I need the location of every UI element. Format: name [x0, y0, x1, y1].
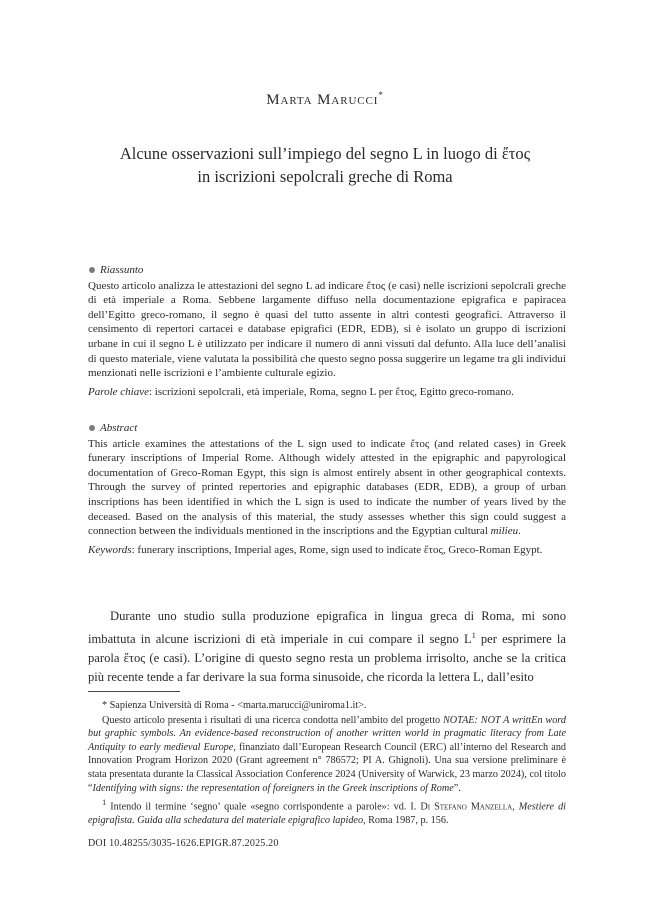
riassunto-section [88, 263, 566, 399]
riassunto-heading: Riassunto [88, 263, 566, 278]
footnote-affiliation: * Sapienza Università di Roma - <marta.marucci@uniroma1.it>. [102, 700, 367, 711]
doi-line: DOI 10.48255/3035-1626.EPIGR.87.2025.20 [88, 838, 279, 849]
bullet-icon [89, 267, 95, 273]
footnotes [88, 699, 566, 829]
keywords-label: Keywords [88, 543, 132, 556]
abstract-section [88, 421, 566, 557]
bullet-icon [89, 425, 95, 431]
footnote-ref[interactable]: 1 [471, 631, 476, 640]
body-paragraph: Durante uno studio sulla produzione epigrafica in lingua greca di Roma, mi sono imbattuta in alcune iscrizioni di età imperiale in cui compare il segno $L^1$ per esprimere la parola ἔτος (e casi). L’origine di questo segno resta un problema irrisolto, anche se la critica più recente tende a far derivare la sua forma sinusoide, che ricorda la lettera L, dall’esito [88, 609, 566, 684]
keywords-label: Parole chiave [88, 385, 149, 398]
abstract-heading: Abstract [88, 421, 566, 436]
footnote-project: Questo articolo presenta i risultati di una ricerca condotta nell’ambito del progetto NOTAE: NOT A writtEn word but graphic symbols. An evidence-based reconstruction of another written world in pragmatic literacy from Late Antiquity to early medieval Europe, finanziato dall’European Research Council (ERC) all’interno del Research and Innovation Program Horizon 2020 (Grant agreement n° 786572; PI A. Ghignoli). Una sua versione preliminare è stata presentata durante la Classical Association Conference 2024 (University of Warwick, 23 marzo 2024), col titolo “Identifying with signs: the representation of foreigners in the Greek inscriptions of Rome”. [88, 714, 567, 794]
footnote-separator [88, 691, 180, 692]
abstract-text: This article examines the attestations of the L sign used to indicate ἔτος (and related cases) in Greek funerary inscriptions of Imperial Rome. Although widely attested in the epigraphic and papyrological documentation of Greco-Roman Egypt, this sign is almost entirely absent in other geographical contexts. Through the survey of printed repertories and epigraphic databases (EDR, EDB), a group of urban inscriptions has been identified in which the L sign is used to indicate the number of years lived by the deceased. Based on the analysis of this material, the study assesses whether this sign could suggest a connection between the individuals mentioned in the inscriptions and the Egyptian cultural milieu. [88, 437, 566, 538]
footnote-1: $^1$ Intendo il termine ‘segno’ quale «segno corrispondente a parole»: vd. I. Di Stefano Manzella, Mestiere di epigrafista. Guida alla schedatura del materiale epigrafico lapideo, Roma 1987, p. 156. [88, 797, 566, 827]
abstract-keywords: Keywords: funerary inscriptions, Imperial ages, Rome, sign used to indicate ἔτος, Greco-Roman Egypt. [88, 543, 543, 556]
title-line-2: in iscrizioni sepolcrali greche di Roma [197, 167, 453, 186]
author-name: Marta Marucci* [266, 90, 384, 108]
author-footnote-mark: * [378, 90, 384, 100]
article-title [50, 142, 600, 188]
title-line-1: Alcune osservazioni sull’impiego del segno L in luogo di ἔτος [119, 144, 531, 163]
riassunto-keywords: Parole chiave: iscrizioni sepolcrali, età imperiale, Roma, segno L per ἔτος, Egitto greco-romano. [88, 385, 514, 398]
riassunto-text: Questo articolo analizza le attestazioni del segno L ad indicare ἔτος (e casi) nelle iscrizioni sepolcrali greche di età imperiale a Roma. Sebbene largamente diffuso nella documentazione epigrafica e papiracea dell’Egitto greco-romano, il segno è quasi del tutto assente in altri contesti geografici. Attraverso il censimento di repertori cartacei e database epigrafici (EDR, EDB), si è isolato un gruppo di iscrizioni urbane in cui il segno L è utilizzato per indicare il numero di anni vissuti dal defunto. Alla luce dell’analisi di questo materiale, viene valutata la possibilità che questo segno possa suggerire un legame tra gli individui menzionati nelle iscrizioni e l’ambiente culturale egizio. [88, 279, 566, 380]
